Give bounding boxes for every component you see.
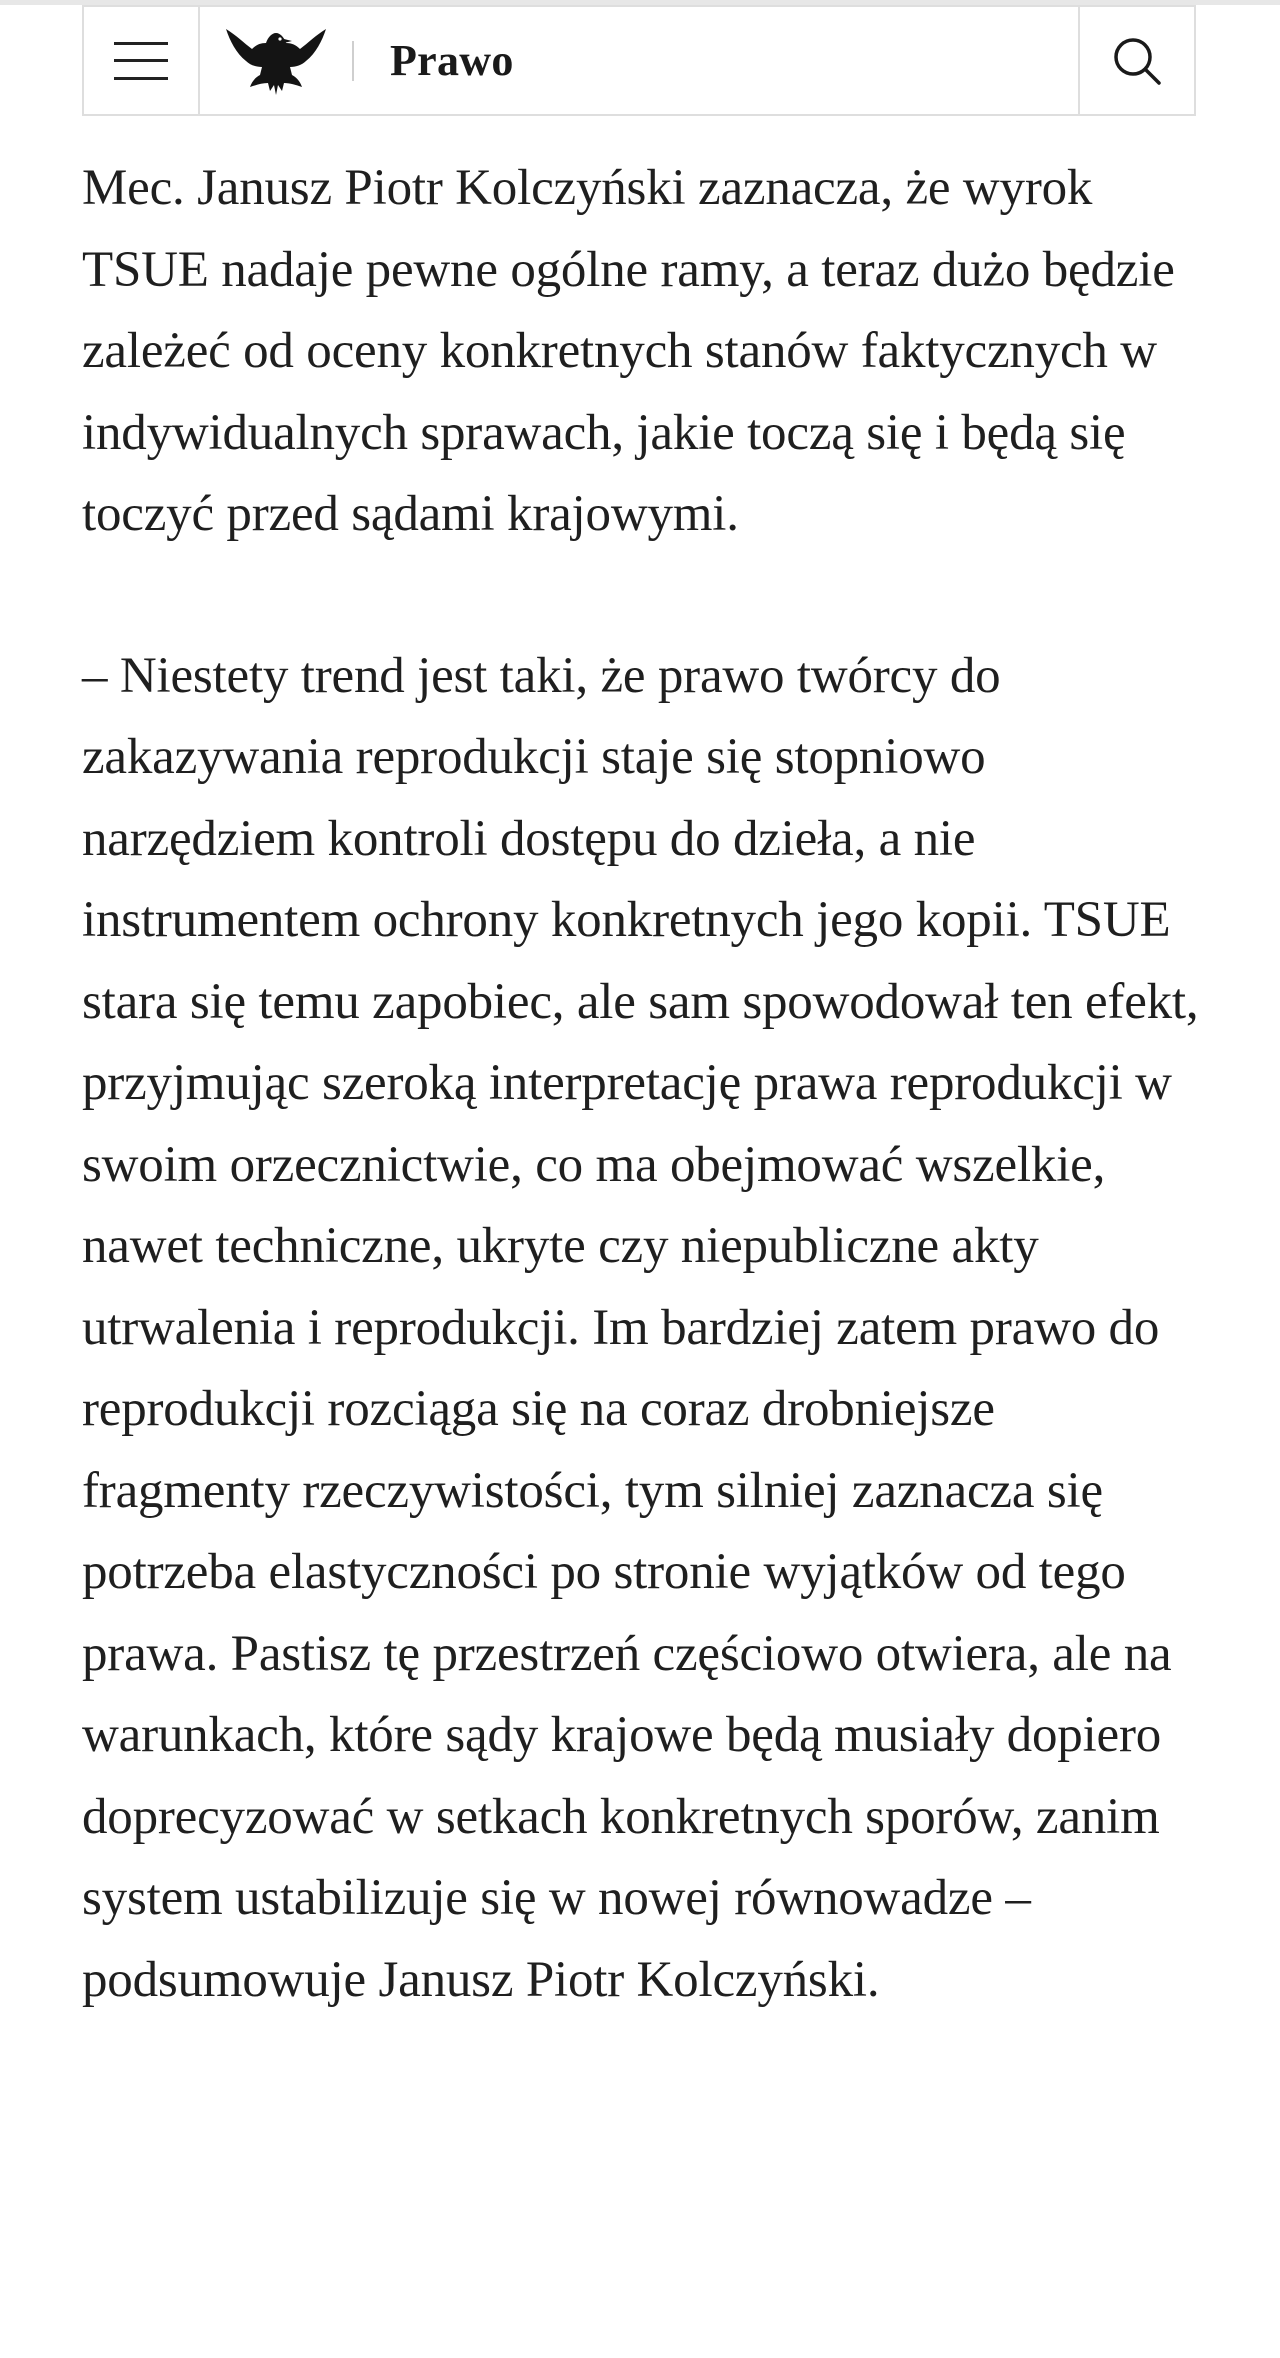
- article-paragraph: Mec. Janusz Piotr Kolczyński zaznacza, że wyrok TSUE nadaje pewne ogólne ramy, a teraz dużo będzie zależeć od oceny konkretnych stanów faktycznych w indywidualnych sprawach, jakie toczą się i będą się toczyć przed sądami krajowymi.: [82, 160, 1175, 542]
- hamburger-menu-icon: [114, 42, 168, 80]
- search-button[interactable]: [1078, 7, 1194, 114]
- section-title[interactable]: Prawo: [390, 36, 514, 85]
- article-paragraph: – Niestety trend jest taki, że prawo twórcy do zakazywania reprodukcji staje się stopniowo narzędziem kontroli dostępu do dzieła, a nie instrumentem ochrony konkretnych jego kopii. TSUE stara się temu zapobiec, ale sam spowodował ten efekt, przyjmując szeroką interpretację prawa reprodukcji w swoim orzecznictwie, co ma obejmować wszelkie, nawet techniczne, ukryte czy niepubliczne akty utrwalenia i reprodukcji. Im bardziej zatem prawo do reprodukcji rozciąga się na coraz drobniejsze fragmenty rzeczywistości, tym silniej zaznacza się potrzeba elastyczności po stronie wyjątków od tego prawa. Pastisz tę przestrzeń częściowo otwiera, ale na warunkach, które sądy krajowe będą musiały dopiero doprecyzować w setkach konkretnych sporów, zanim system ustabilizuje się w nowej równowadze – podsumowuje Janusz Piotr Kolczyński.: [82, 647, 1199, 2008]
- eagle-icon: [222, 25, 330, 97]
- eagle-logo[interactable]: [200, 7, 352, 114]
- site-header: [82, 5, 1196, 116]
- search-icon: [1110, 34, 1164, 88]
- article-body: [82, 148, 1202, 2101]
- menu-button[interactable]: [84, 7, 200, 114]
